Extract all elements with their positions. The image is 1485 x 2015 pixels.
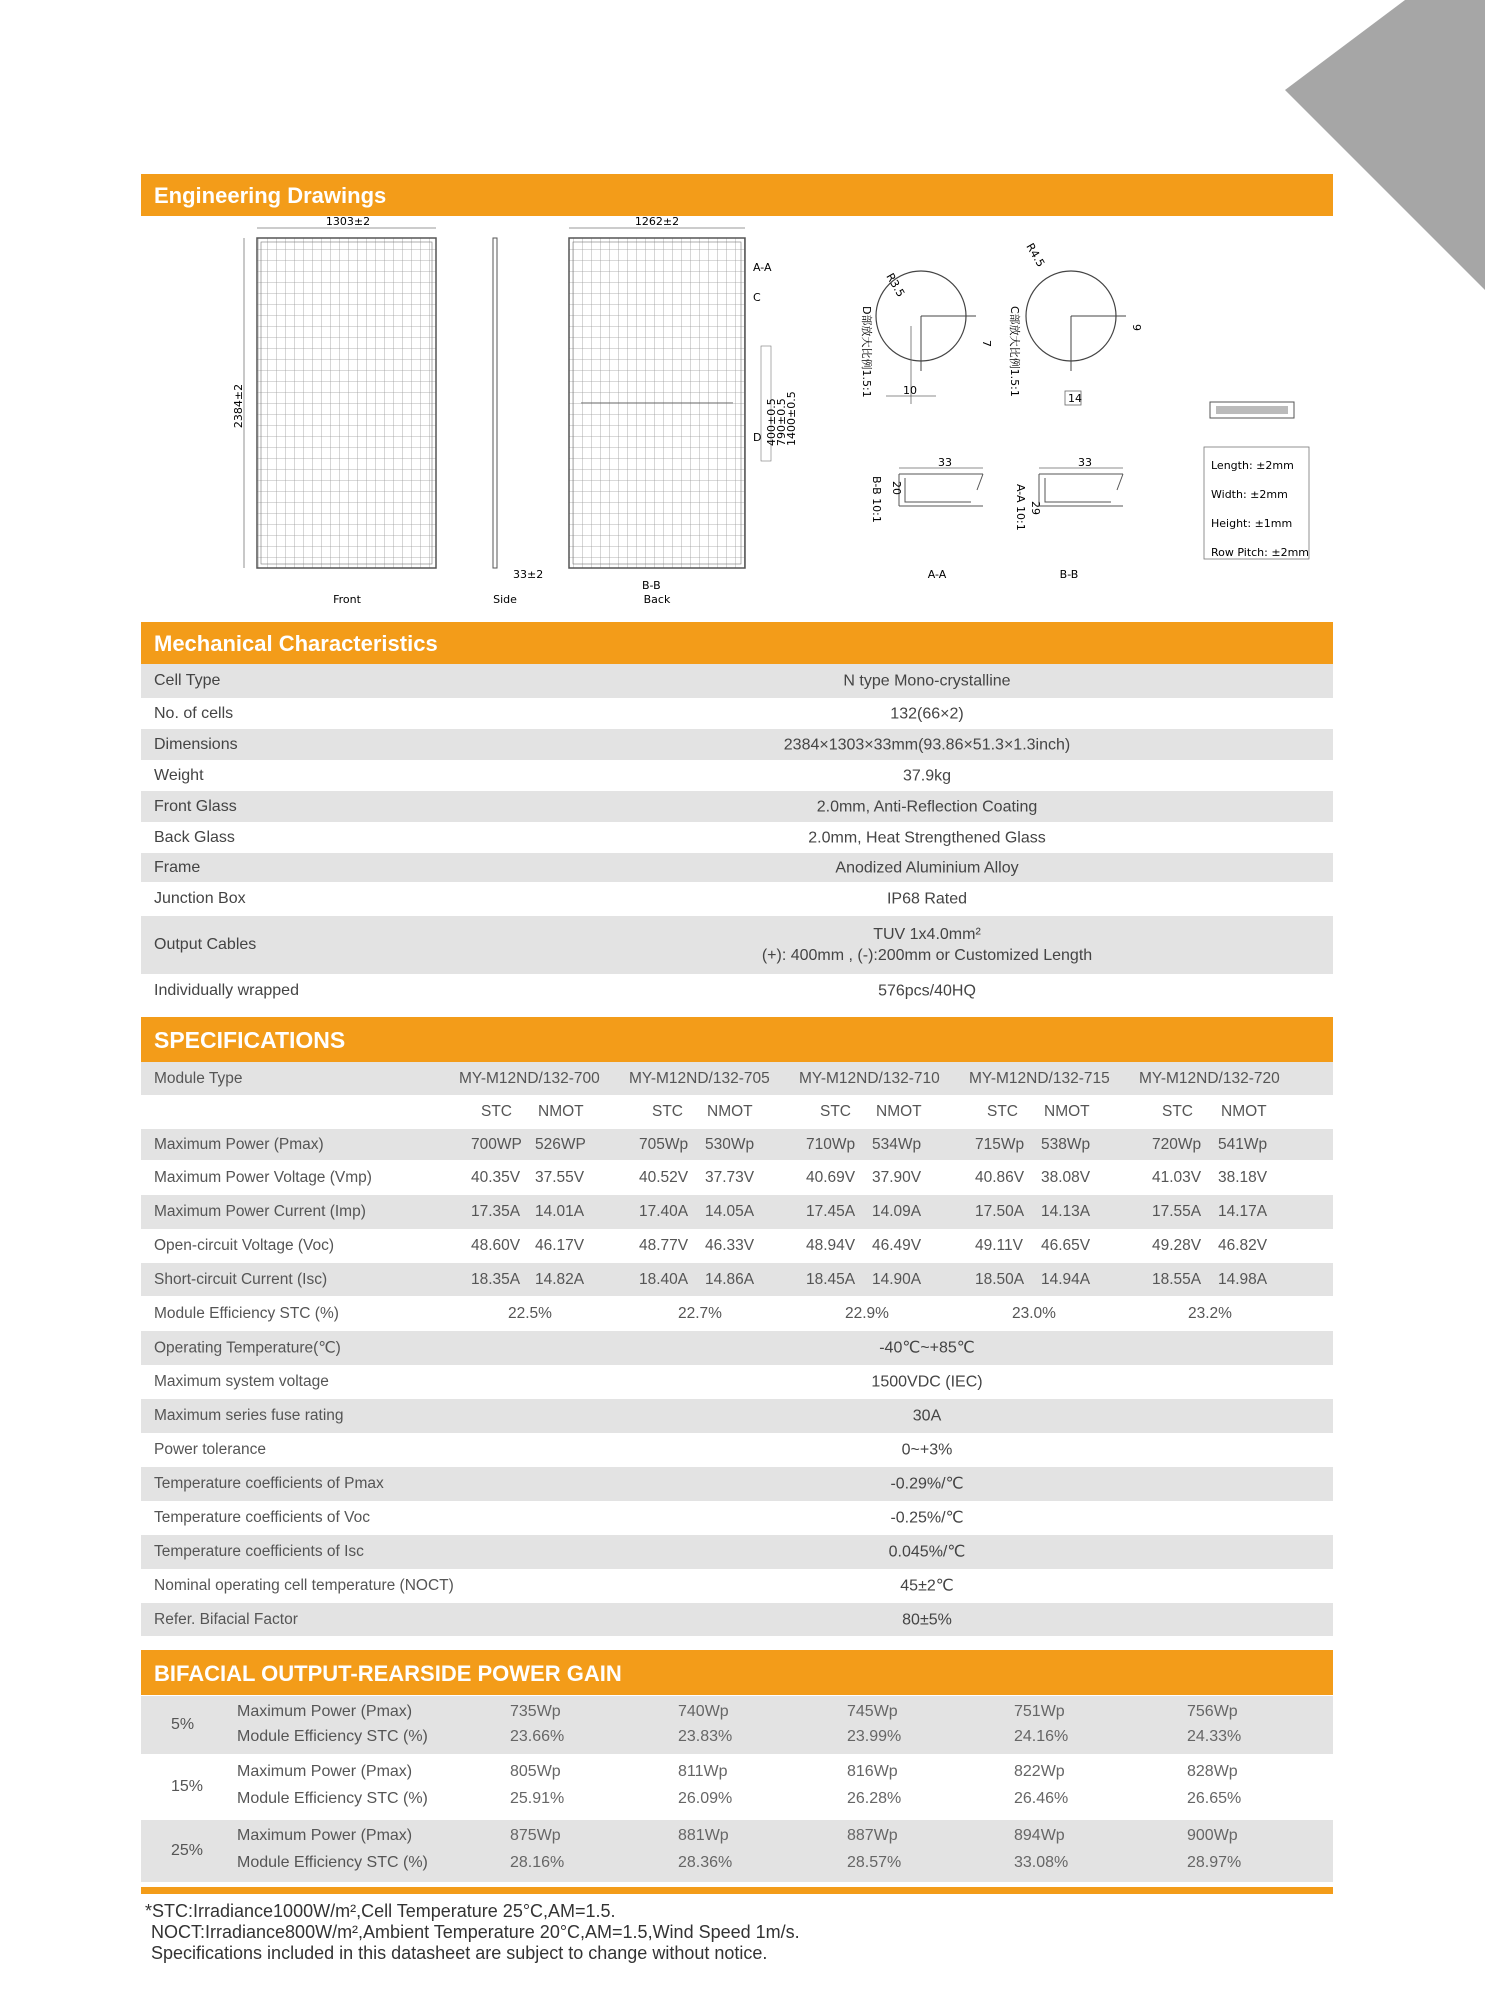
bottom-accent-bar — [141, 1887, 1333, 1894]
spec-row — [141, 1160, 1333, 1195]
spec-value: -40℃~+85℃ — [879, 1339, 975, 1357]
back-dim-400: 400±0.5 — [765, 398, 778, 446]
bifacial-pmax-label: Maximum Power (Pmax) — [237, 1763, 413, 1780]
detail-d-radius: R3.5 — [883, 271, 908, 300]
specifications-heading: SPECIFICATIONS — [141, 1017, 1333, 1062]
spec-value: 48.77V — [639, 1237, 689, 1254]
mech-value: TUV 1x4.0mm² — [873, 926, 981, 943]
bifacial-pmax-label: Maximum Power (Pmax) — [237, 1703, 413, 1720]
bifacial-pmax-label: Maximum Power (Pmax) — [237, 1827, 413, 1844]
mech-value: IP68 Rated — [886, 890, 968, 908]
tolerance-height: Height: ±1mm — [1211, 517, 1293, 530]
nmot-header: NMOT — [876, 1103, 922, 1120]
spec-value: 17.40A — [639, 1203, 689, 1220]
spec-value: 14.05A — [705, 1203, 755, 1220]
spec-value: 23.2% — [1188, 1304, 1232, 1322]
spec-value: 14.82A — [535, 1270, 585, 1288]
section-bb-width: 33 — [1078, 456, 1092, 469]
section-bb-side: A-A 10:1 — [1014, 484, 1027, 531]
specifications-table — [141, 1062, 1333, 1636]
detail-c — [1008, 241, 1143, 405]
bifacial-percent: 25% — [171, 1842, 204, 1859]
spec-value: 534Wp — [872, 1135, 922, 1153]
spec-label: Maximum Power (Pmax) — [154, 1135, 324, 1153]
spec-row — [141, 1263, 1333, 1296]
spec-value: 37.55V — [535, 1168, 585, 1186]
bifacial-value: 900Wp — [1187, 1827, 1238, 1844]
spec-value: 18.55A — [1152, 1270, 1202, 1288]
back-mark-c: C — [753, 291, 761, 304]
mech-label: Junction Box — [154, 890, 246, 907]
spec-value: 17.50A — [975, 1203, 1025, 1220]
bifacial-value: 28.97% — [1187, 1854, 1242, 1871]
tolerance-row-pitch: Row Pitch: ±2mm — [1211, 546, 1310, 559]
spec-value: 40.86V — [975, 1168, 1025, 1186]
bifacial-eff-label: Module Efficiency STC (%) — [237, 1790, 428, 1807]
mech-row — [141, 760, 1333, 791]
bifacial-group — [141, 1756, 1333, 1818]
bifacial-value: 26.09% — [678, 1790, 733, 1807]
spec-value: 1500VDC (IEC) — [871, 1373, 983, 1391]
detail-c-radius: R4.5 — [1023, 241, 1048, 270]
mech-row — [141, 698, 1333, 729]
spec-value: 22.5% — [508, 1304, 552, 1322]
model-name: MY-M12ND/132-705 — [629, 1069, 770, 1087]
spec-value: 14.09A — [872, 1203, 922, 1220]
spec-row — [141, 1569, 1333, 1603]
bifacial-value: 23.66% — [510, 1728, 565, 1745]
spec-value: 49.28V — [1152, 1237, 1202, 1254]
bifacial-percent: 15% — [171, 1778, 204, 1795]
spec-value: 0.045%/℃ — [888, 1543, 966, 1561]
spec-value: 538Wp — [1041, 1135, 1091, 1153]
bifacial-value: 23.83% — [678, 1728, 733, 1745]
bifacial-value: 24.16% — [1014, 1728, 1069, 1745]
mech-value: 2.0mm, Heat Strengthened Glass — [808, 829, 1046, 846]
section-aa-label: A-A — [927, 568, 947, 581]
spec-value: 48.60V — [471, 1237, 521, 1254]
spec-value: 14.86A — [705, 1270, 755, 1288]
bifacial-value: 33.08% — [1014, 1854, 1069, 1871]
mech-label: Weight — [154, 766, 204, 784]
mech-value: 132(66×2) — [890, 705, 964, 722]
spec-value: 37.73V — [705, 1168, 755, 1186]
detail-c-label: C部放大比例1.5:1 — [1008, 306, 1021, 397]
spec-label: Short-circuit Current (Isc) — [154, 1270, 328, 1288]
spec-value: 715Wp — [975, 1135, 1025, 1153]
back-dim-790: 790±0.5 — [775, 398, 788, 446]
spec-value: 14.13A — [1041, 1203, 1091, 1220]
spec-value: 46.49V — [872, 1237, 922, 1254]
spec-value: 17.45A — [806, 1203, 856, 1220]
spec-row — [141, 1535, 1333, 1569]
bifacial-value: 735Wp — [510, 1703, 561, 1720]
barcode — [1210, 402, 1294, 418]
spec-value: 37.90V — [872, 1168, 922, 1186]
back-view — [569, 216, 798, 606]
spec-label: Temperature coefficients of Isc — [154, 1543, 364, 1560]
nmot-header: NMOT — [538, 1103, 584, 1120]
spec-value: 46.82V — [1218, 1237, 1268, 1254]
spec-value: -0.25%/℃ — [890, 1509, 964, 1527]
bifacial-value: 822Wp — [1014, 1763, 1065, 1780]
spec-row — [141, 1229, 1333, 1263]
footnote-noct: NOCT:Irradiance800W/m²,Ambient Temperature 20°C,AM=1.5,Wind Speed 1m/s. — [151, 1922, 800, 1942]
mechanical-table — [141, 664, 1333, 1008]
mech-row — [141, 664, 1333, 698]
stc-header: STC — [481, 1103, 512, 1120]
bifacial-value: 740Wp — [678, 1703, 729, 1720]
spec-row — [141, 1365, 1333, 1399]
mech-row — [141, 882, 1333, 916]
spec-value: 710Wp — [806, 1135, 856, 1153]
spec-label: Maximum system voltage — [154, 1373, 329, 1390]
mech-label: Back Glass — [154, 828, 235, 846]
spec-value: 40.69V — [806, 1168, 856, 1186]
spec-label: Power tolerance — [154, 1441, 267, 1458]
spec-label: Module Efficiency STC (%) — [154, 1304, 339, 1322]
spec-value: 530Wp — [705, 1135, 755, 1153]
spec-value: 40.52V — [639, 1168, 689, 1186]
detail-c-height: 9 — [1130, 324, 1143, 331]
bifacial-value: 28.57% — [847, 1854, 902, 1871]
spec-row — [141, 1501, 1333, 1535]
spec-row — [141, 1296, 1333, 1331]
spec-value: 45±2℃ — [900, 1577, 954, 1595]
model-name: MY-M12ND/132-720 — [1139, 1069, 1280, 1087]
mech-value: N type Mono-crystalline — [843, 672, 1011, 690]
spec-label: Temperature coefficients of Pmax — [154, 1475, 384, 1492]
mech-row — [141, 729, 1333, 760]
mech-value: 2384×1303×33mm(93.86×51.3×1.3inch) — [783, 736, 1071, 753]
bifacial-value: 23.99% — [847, 1728, 902, 1745]
spec-value: 18.35A — [471, 1270, 521, 1288]
mech-row — [141, 974, 1333, 1008]
spec-value: 48.94V — [806, 1237, 856, 1254]
mech-value-2: (+): 400mm , (-):200mm or Customized Length — [761, 947, 1093, 964]
bifacial-value: 887Wp — [847, 1827, 898, 1844]
bifacial-eff-label: Module Efficiency STC (%) — [237, 1728, 428, 1745]
spec-value: 22.7% — [678, 1304, 722, 1322]
back-label: Back — [643, 593, 671, 606]
section-aa-side: B-B 10:1 — [870, 476, 883, 523]
spec-label: Temperature coefficients of Voc — [154, 1509, 370, 1526]
front-width-dim: 1303±2 — [325, 216, 371, 228]
spec-value: 0~+3% — [901, 1441, 953, 1459]
mech-row — [141, 916, 1333, 974]
spec-row — [141, 1195, 1333, 1229]
front-height-dim: 2384±2 — [232, 383, 245, 429]
spec-value: 46.33V — [705, 1237, 755, 1254]
mech-row — [141, 791, 1333, 822]
spec-value: -0.29%/℃ — [890, 1475, 964, 1493]
side-label: Side — [493, 593, 517, 606]
mech-value: Anodized Aluminium Alloy — [835, 859, 1019, 876]
spec-value: 18.40A — [639, 1270, 689, 1288]
model-name: MY-M12ND/132-710 — [799, 1069, 940, 1087]
spec-row — [141, 1129, 1333, 1160]
bifacial-value: 26.28% — [847, 1790, 902, 1807]
bifacial-value: 751Wp — [1014, 1703, 1065, 1720]
front-view — [232, 216, 436, 606]
bifacial-value: 875Wp — [510, 1827, 561, 1844]
spec-label: Refer. Bifacial Factor — [154, 1610, 298, 1628]
spec-label: Maximum Power Current (Imp) — [154, 1203, 366, 1220]
mech-label: Frame — [154, 858, 201, 876]
side-depth-dim: 33±2 — [513, 568, 544, 581]
spec-value: 22.9% — [845, 1304, 889, 1322]
mech-label: Cell Type — [154, 672, 221, 689]
bifacial-value: 25.91% — [510, 1790, 565, 1807]
detail-c-width: 14 — [1068, 392, 1082, 405]
spec-value: 17.55A — [1152, 1203, 1202, 1220]
bifacial-value: 756Wp — [1187, 1703, 1238, 1720]
engineering-drawings — [141, 216, 1333, 616]
bifacial-group — [141, 1820, 1333, 1882]
spec-value: 40.35V — [471, 1168, 521, 1186]
mech-label: Individually wrapped — [154, 982, 299, 999]
bifacial-value: 816Wp — [847, 1763, 898, 1780]
spec-value: 30A — [912, 1407, 942, 1425]
detail-d-label: D部放大比例1.5:1 — [860, 306, 873, 398]
tolerance-box — [1204, 447, 1309, 559]
spec-row — [141, 1331, 1333, 1365]
bifacial-percent: 5% — [171, 1716, 195, 1733]
stc-header: STC — [820, 1103, 851, 1120]
bifacial-value: 894Wp — [1014, 1827, 1065, 1844]
bifacial-value: 881Wp — [678, 1827, 729, 1844]
spec-label: Nominal operating cell temperature (NOCT) — [154, 1577, 454, 1594]
nmot-header: NMOT — [707, 1103, 753, 1120]
spec-value: 14.98A — [1218, 1270, 1268, 1288]
spec-value: 14.94A — [1041, 1270, 1091, 1288]
detail-d — [860, 271, 993, 404]
mech-row — [141, 853, 1333, 882]
side-view — [493, 238, 543, 606]
mech-value: 37.9kg — [902, 767, 952, 784]
tolerance-width: Width: ±2mm — [1211, 488, 1288, 501]
mech-label: Output Cables — [154, 936, 257, 953]
spec-value: 46.65V — [1041, 1237, 1091, 1254]
section-aa-height: 20 — [890, 481, 903, 495]
mechanical-heading: Mechanical Characteristics — [141, 622, 1333, 664]
mech-label: Front Glass — [154, 797, 237, 815]
bifacial-value: 26.65% — [1187, 1790, 1242, 1807]
module-type-label: Module Type — [154, 1069, 243, 1087]
spec-value: 17.35A — [471, 1203, 521, 1220]
back-mark-bb: B-B — [642, 579, 661, 592]
tolerance-length: Length: ±2mm — [1211, 459, 1294, 472]
front-label: Front — [333, 593, 361, 606]
spec-value: 14.90A — [872, 1270, 922, 1288]
bifacial-eff-label: Module Efficiency STC (%) — [237, 1854, 428, 1871]
section-aa — [870, 456, 983, 581]
spec-value: 541Wp — [1218, 1135, 1268, 1153]
mech-value-block — [141, 924, 1333, 966]
spec-row — [141, 1433, 1333, 1467]
spec-value: 41.03V — [1152, 1168, 1202, 1186]
back-width-dim: 1262±2 — [634, 216, 680, 228]
spec-value: 38.08V — [1041, 1168, 1091, 1186]
spec-value: 46.17V — [535, 1237, 585, 1254]
model-name: MY-M12ND/132-715 — [969, 1069, 1110, 1087]
mech-value: 2.0mm, Anti-Reflection Coating — [816, 798, 1038, 815]
spec-value: 14.01A — [535, 1203, 585, 1220]
bifacial-value: 811Wp — [678, 1763, 728, 1780]
detail-d-height: 7 — [980, 340, 993, 347]
spec-value: 720Wp — [1152, 1135, 1202, 1153]
back-dim-1400: 1400±0.5 — [785, 391, 798, 446]
spec-value: 80±5% — [902, 1611, 952, 1628]
detail-d-width: 10 — [903, 384, 917, 397]
spec-label: Open-circuit Voltage (Voc) — [154, 1237, 335, 1254]
bifacial-value: 745Wp — [847, 1703, 898, 1720]
mech-label: No. of cells — [154, 704, 234, 722]
spec-value: 18.45A — [806, 1270, 856, 1288]
bifacial-value: 28.36% — [678, 1854, 733, 1871]
spec-label: Operating Temperature(℃) — [154, 1339, 341, 1357]
section-bb — [1014, 456, 1123, 581]
spec-label: Maximum Power Voltage (Vmp) — [154, 1168, 372, 1186]
footnote-stc: *STC:Irradiance1000W/m²,Cell Temperature 25°C,AM=1.5. — [145, 1901, 616, 1921]
spec-label: Maximum series fuse rating — [154, 1407, 344, 1424]
spec-value: 23.0% — [1012, 1304, 1056, 1322]
stc-header: STC — [987, 1103, 1018, 1120]
model-name: MY-M12ND/132-700 — [459, 1069, 600, 1087]
spec-value: 700WP — [471, 1135, 522, 1153]
engineering-drawings-heading: Engineering Drawings — [141, 174, 1333, 216]
spec-value: 14.17A — [1218, 1203, 1268, 1220]
nmot-header: NMOT — [1044, 1103, 1090, 1120]
spec-row — [141, 1603, 1333, 1636]
stc-header: STC — [652, 1103, 683, 1120]
spec-value: 705Wp — [639, 1135, 689, 1153]
bifacial-value: 24.33% — [1187, 1728, 1242, 1745]
nmot-header: NMOT — [1221, 1103, 1267, 1120]
bifacial-value: 828Wp — [1187, 1763, 1238, 1780]
spec-model-row — [141, 1062, 1333, 1095]
spec-row — [141, 1399, 1333, 1433]
bifacial-value: 26.46% — [1014, 1790, 1069, 1807]
bifacial-value: 805Wp — [510, 1763, 561, 1780]
bifacial-group — [141, 1696, 1333, 1754]
bifacial-heading: BIFACIAL OUTPUT-REARSIDE POWER GAIN — [141, 1650, 1333, 1695]
bifacial-value: 28.16% — [510, 1854, 565, 1871]
footnotes — [145, 1901, 800, 1964]
mech-label: Dimensions — [154, 735, 238, 753]
section-bb-height: 29 — [1029, 501, 1042, 515]
spec-value: 49.11V — [975, 1237, 1023, 1254]
footnote-disclaimer: Specifications included in this datasheet are subject to change without notice. — [151, 1943, 768, 1963]
back-mark-a: A-A — [753, 261, 772, 274]
spec-value: 38.18V — [1218, 1168, 1268, 1186]
mech-row — [141, 822, 1333, 853]
section-bb-label: B-B — [1059, 568, 1079, 581]
back-mark-d: D — [753, 431, 762, 444]
spec-row — [141, 1467, 1333, 1501]
spec-value: 18.50A — [975, 1270, 1025, 1288]
section-aa-width: 33 — [938, 456, 952, 469]
spec-value: 526WP — [535, 1135, 586, 1153]
stc-header: STC — [1162, 1103, 1193, 1120]
spec-stc-nmot-row — [141, 1095, 1333, 1129]
mech-value: 576pcs/40HQ — [878, 982, 976, 1000]
